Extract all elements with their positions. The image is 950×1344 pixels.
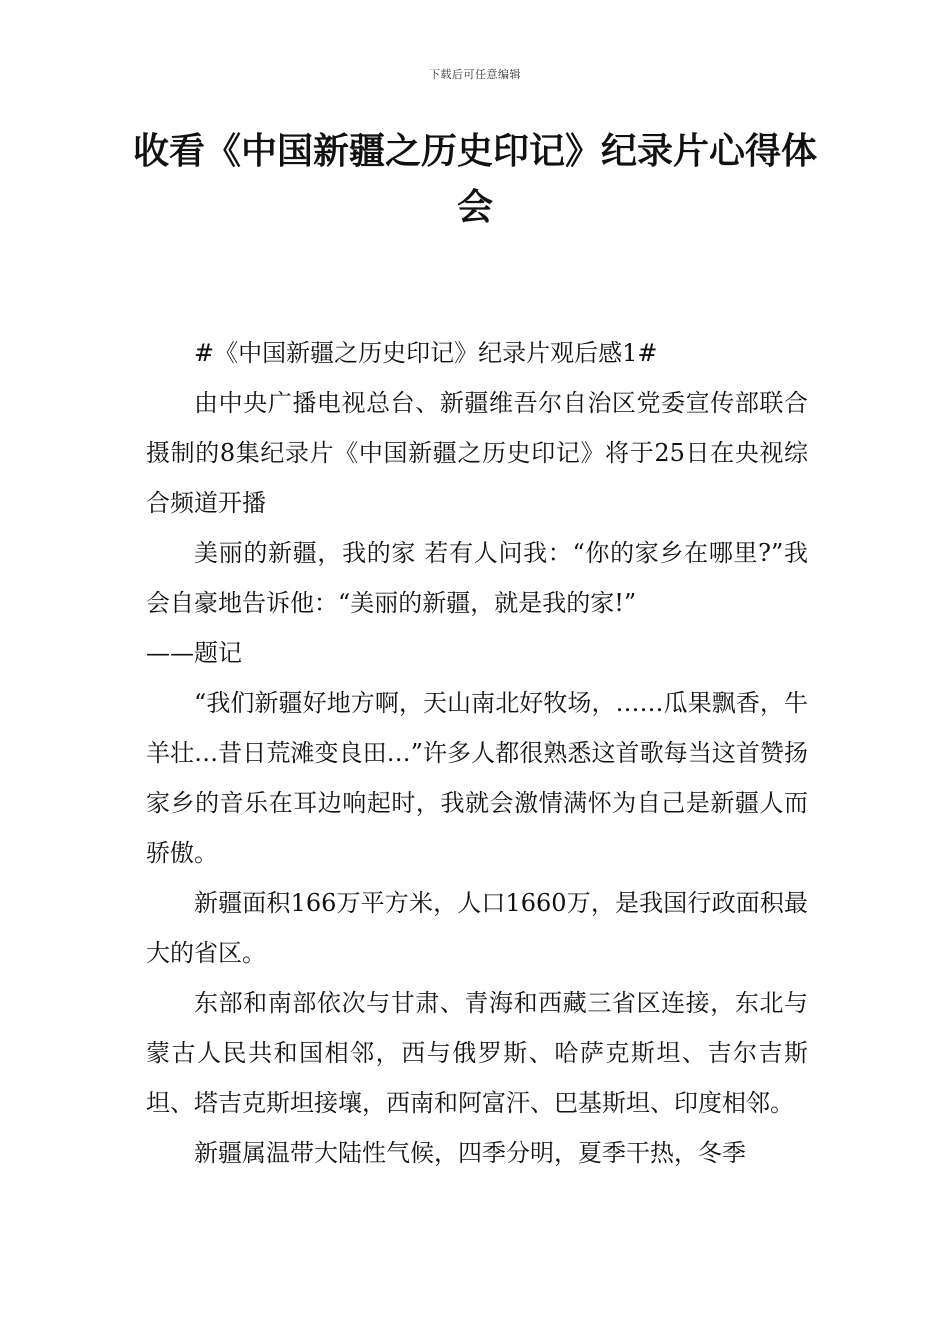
- document-body: [146, 328, 808, 1178]
- section-heading: #《中国新疆之历史印记》纪录片观后感1#: [194, 339, 658, 367]
- paragraph: 东部和南部依次与甘肃、青海和西藏三省区连接，东北与蒙古人民共和国相邻，西与俄罗斯、哈萨克斯坦、吉尔吉斯坦、塔吉克斯坦接壤，西南和阿富汗、巴基斯坦、印度相邻。: [146, 989, 808, 1117]
- paragraph: “我们新疆好地方啊，天山南北好牧场，……瓜果飘香，牛羊壮…昔日荒滩变良田…”许多人都很熟悉这首歌每当这首赞扬家乡的音乐在耳边响起时，我就会激情满怀为自己是新疆人而骄傲。: [146, 689, 808, 867]
- document-title: 收看《中国新疆之历史印记》纪录片心得体会: [132, 131, 817, 228]
- paragraph: 由中央广播电视总台、新疆维吾尔自治区党委宣传部联合摄制的8集纪录片《中国新疆之历史印记》将于25日在央视综合频道开播: [146, 389, 808, 517]
- paragraph: 美丽的新疆，我的家 若有人问我：“你的家乡在哪里?”我会自豪地告诉他：“美丽的新疆，就是我的家!”: [146, 539, 808, 617]
- paragraph: 新疆属温带大陆性气候，四季分明，夏季干热，冬季: [194, 1139, 746, 1167]
- header-note: 下载后可任意编辑: [429, 68, 521, 81]
- epigraph-attribution: ——题记: [146, 639, 242, 667]
- paragraph: 新疆面积166万平方米，人口1660万，是我国行政面积最大的省区。: [146, 889, 808, 967]
